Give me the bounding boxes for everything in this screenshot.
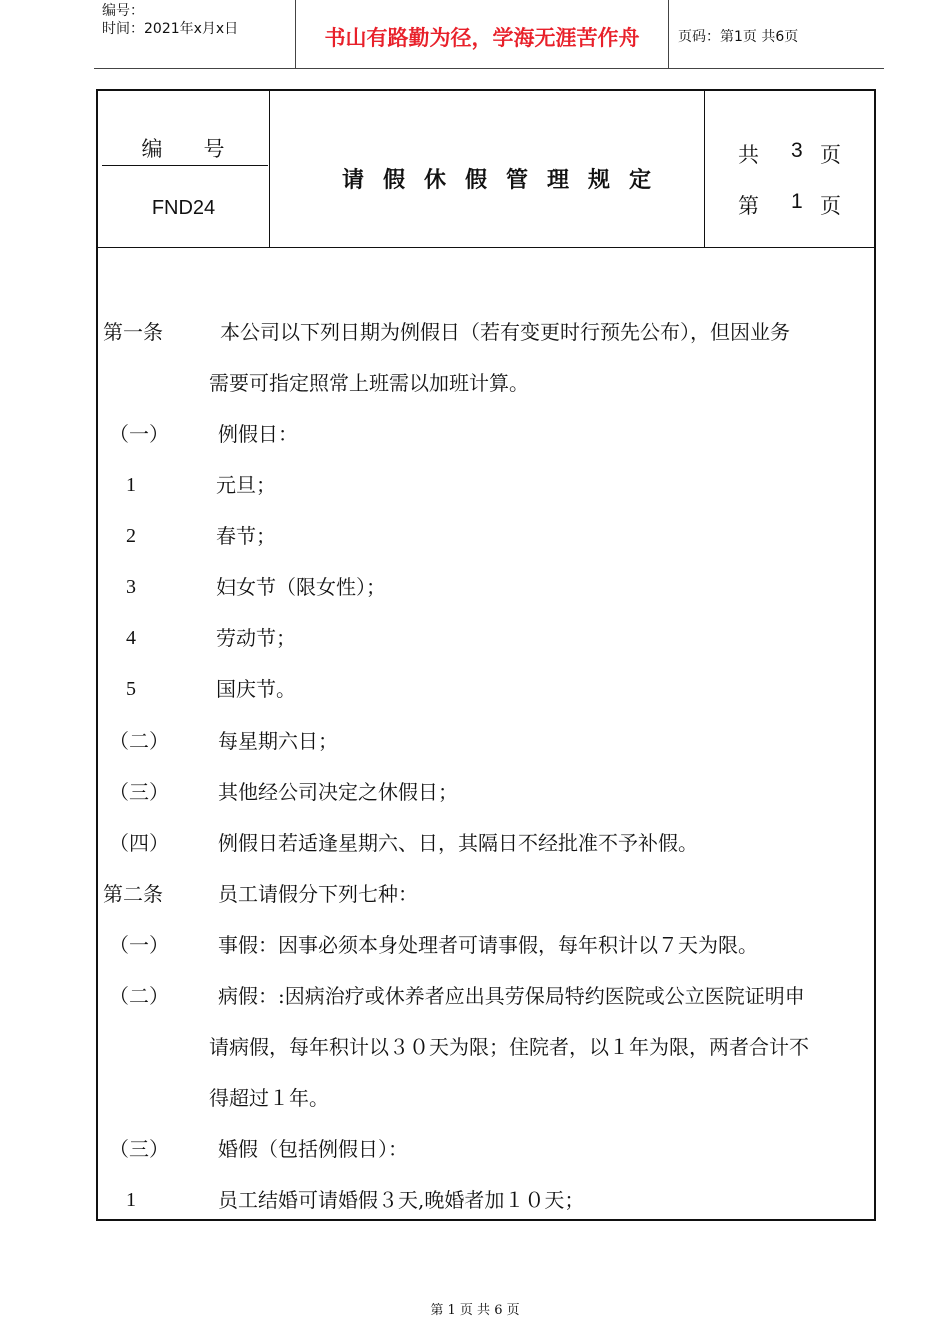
total-prefix: 共 <box>738 143 759 167</box>
page-footer: 第 1 页 共 6 页 <box>430 1303 520 1318</box>
holiday-number: 5 <box>126 678 136 700</box>
article-text: 员工请假分下列七种： <box>218 882 418 906</box>
item-text: 事假：因事必须本身处理者可请事假，每年积计以７天为限。 <box>218 933 758 957</box>
item-text: 婚假（包括例假日）： <box>218 1137 408 1161</box>
item-label: （二） <box>109 729 169 753</box>
page-header <box>94 0 884 69</box>
item-label: （四） <box>109 831 169 855</box>
article-label: 第一条 <box>103 320 163 344</box>
document-frame <box>96 89 876 1221</box>
holiday-text: 国庆节。 <box>216 677 296 701</box>
header-meta <box>102 2 238 38</box>
item-text: 例假日若适逢星期六、日，其隔日不经批准不予补假。 <box>218 831 698 855</box>
item-label: （三） <box>109 1137 169 1161</box>
item-label: （二） <box>109 984 169 1008</box>
total-pages-number: 3 <box>791 139 803 162</box>
header-time-label: 时间：2021年x月x日 <box>102 21 239 37</box>
item-label: （三） <box>109 780 169 804</box>
article-label: 第二条 <box>103 882 163 906</box>
marriage-number: 1 <box>126 1189 136 1211</box>
holiday-number: 1 <box>126 474 136 496</box>
current-prefix: 第 <box>738 194 759 218</box>
document-title: 请假休假管理规定 <box>341 167 670 193</box>
item-text: 得超过１年。 <box>209 1086 329 1110</box>
item-text: 病假：:因病治疗或休养者应出具劳保局特约医院或公立医院证明申 <box>218 984 805 1008</box>
title-block <box>98 91 874 248</box>
item-text: 每星期六日； <box>218 729 338 753</box>
marriage-text: 员工结婚可请婚假３天,晚婚者加１０天； <box>218 1188 585 1212</box>
header-page-info: 页码：第1页 共6页 <box>678 29 799 45</box>
header-number-label: 编号： <box>102 3 144 19</box>
holiday-number: 4 <box>126 627 136 649</box>
article-text: 需要可指定照常上班需以加班计算。 <box>209 371 529 395</box>
holiday-text: 劳动节； <box>216 626 296 650</box>
article-text: 本公司以下列日期为例假日（若有变更时行预先公布），但因业务 <box>220 320 790 344</box>
item-text: 例假日： <box>218 422 298 446</box>
header-divider <box>668 0 669 68</box>
code-label <box>98 133 269 163</box>
code-value: FND24 <box>151 197 216 219</box>
total-suffix: 页 <box>820 143 841 167</box>
holiday-text: 元旦； <box>216 473 276 497</box>
header-motto: 书山有路勤为径，学海无涯苦作舟 <box>324 26 640 50</box>
holiday-number: 3 <box>126 576 136 598</box>
item-label: （一） <box>109 933 169 957</box>
holiday-text: 春节； <box>216 524 276 548</box>
item-text: 请病假，每年积计以３０天为限；住院者，以１年为限，两者合计不 <box>209 1035 809 1059</box>
holiday-text: 妇女节（限女性）； <box>216 575 386 599</box>
code-label-a: 编 <box>141 137 164 161</box>
item-label: （一） <box>109 422 169 446</box>
code-divider <box>102 165 268 166</box>
current-page-number: 1 <box>791 190 803 213</box>
item-text: 其他经公司决定之休假日； <box>218 780 458 804</box>
current-suffix: 页 <box>820 194 841 218</box>
holiday-number: 2 <box>126 525 136 547</box>
code-label-b: 号 <box>203 137 226 161</box>
